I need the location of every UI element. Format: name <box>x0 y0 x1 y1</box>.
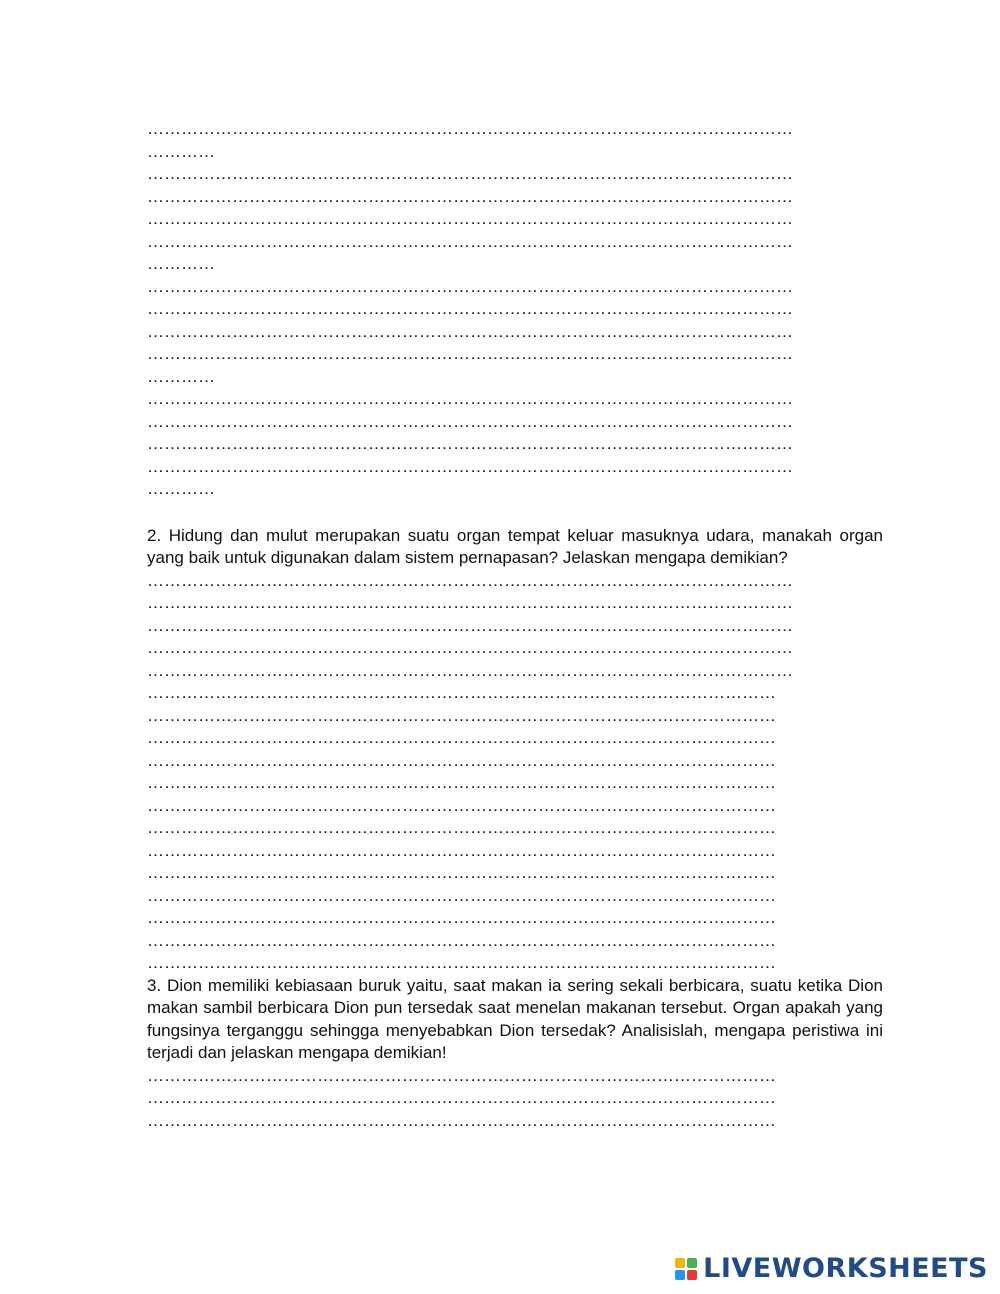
answer-line[interactable]: ………………………………………………………………………………………………… <box>147 953 776 972</box>
answer-line[interactable]: ………………………………………………………………………………………………… <box>147 728 776 747</box>
question-3: 3. Dion memiliki kebiasaan buruk yaitu, saat makan ia sering sekali berbicara, suatu ketika Dion makan sambil berbicara Dion pun tersedak saat menelan makanan tersebut. Organ apakah yang fungsinya terganggu sehingga menyebabkan Dion tersedak? Analisislah, mengapa peristiwa ini terjadi dan jelaskan mengapa demikian! <box>147 975 883 1062</box>
question-2: 2. Hidung dan mulut merupakan suatu organ tempat keluar masuknya udara, manakah organ yang baik untuk digunakan dalam sistem pernapasan? Jelaskan mengapa demikian? <box>147 525 883 567</box>
answer-line[interactable]: …………………………………………………………………………………………………… <box>147 456 793 476</box>
answer-line[interactable]: ………… <box>147 254 215 273</box>
answer-line[interactable]: ………………………………………………………………………………………………… <box>147 885 776 905</box>
answer-line[interactable]: …………………………………………………………………………………………………… <box>147 186 793 206</box>
worksheet <box>147 118 883 1132</box>
answer-line[interactable]: …………………………………………………………………………………………………… <box>147 615 793 635</box>
answer-line[interactable]: ………………………………………………………………………………………………… <box>147 930 776 950</box>
answer-line[interactable]: ………………………………………………………………………………………………… <box>147 818 776 837</box>
answer-line[interactable]: ………………………………………………………………………………………………… <box>147 840 776 860</box>
answer-line[interactable]: …………………………………………………………………………………………………… <box>147 344 793 363</box>
answer-line[interactable]: ………… <box>147 479 215 498</box>
answer-line[interactable]: …………………………………………………………………………………………………… <box>147 570 793 590</box>
answer-line[interactable]: …………………………………………………………………………………………………… <box>147 209 793 228</box>
answer-line[interactable]: …………………………………………………………………………………………………… <box>147 164 793 183</box>
liveworksheets-logo-icon <box>675 1258 697 1280</box>
answer-line[interactable]: ………………………………………………………………………………………………… <box>147 773 776 792</box>
brand-name: LIVEWORKSHEETS <box>703 1253 988 1284</box>
answer-line[interactable]: ………………………………………………………………………………………………… <box>147 795 776 815</box>
answer-line[interactable]: ………………………………………………………………………………………………… <box>147 683 776 702</box>
answer-line[interactable]: ………… <box>147 141 215 161</box>
answer-line[interactable]: …………………………………………………………………………………………………… <box>147 411 793 431</box>
answer-line[interactable]: ………… <box>147 366 215 386</box>
answer-line[interactable]: ………………………………………………………………………………………………… <box>147 863 776 882</box>
answer-line[interactable]: ………………………………………………………………………………………………… <box>147 1088 776 1107</box>
answer-line[interactable]: …………………………………………………………………………………………………… <box>147 299 793 318</box>
answer-line[interactable]: ………………………………………………………………………………………………… <box>147 750 776 770</box>
spacer <box>147 501 883 525</box>
answer-line[interactable]: …………………………………………………………………………………………………… <box>147 434 793 453</box>
answer-line[interactable]: …………………………………………………………………………………………………… <box>147 389 793 408</box>
answer-line[interactable]: ………………………………………………………………………………………………… <box>147 908 776 927</box>
answer-line[interactable]: …………………………………………………………………………………………………… <box>147 593 793 612</box>
answer-line[interactable]: …………………………………………………………………………………………………… <box>147 231 793 251</box>
answer-line[interactable]: …………………………………………………………………………………………………… <box>147 119 793 138</box>
answer-line[interactable]: ………………………………………………………………………………………………… <box>147 1110 776 1130</box>
answer-line[interactable]: ………………………………………………………………………………………………… <box>147 1065 776 1085</box>
answer-line[interactable]: …………………………………………………………………………………………………… <box>147 276 793 296</box>
answer-line[interactable]: …………………………………………………………………………………………………… <box>147 638 793 657</box>
liveworksheets-brand <box>675 1253 988 1284</box>
answer-line[interactable]: …………………………………………………………………………………………………… <box>147 660 793 680</box>
answer-line[interactable]: …………………………………………………………………………………………………… <box>147 321 793 341</box>
answer-line[interactable]: ………………………………………………………………………………………………… <box>147 705 776 725</box>
